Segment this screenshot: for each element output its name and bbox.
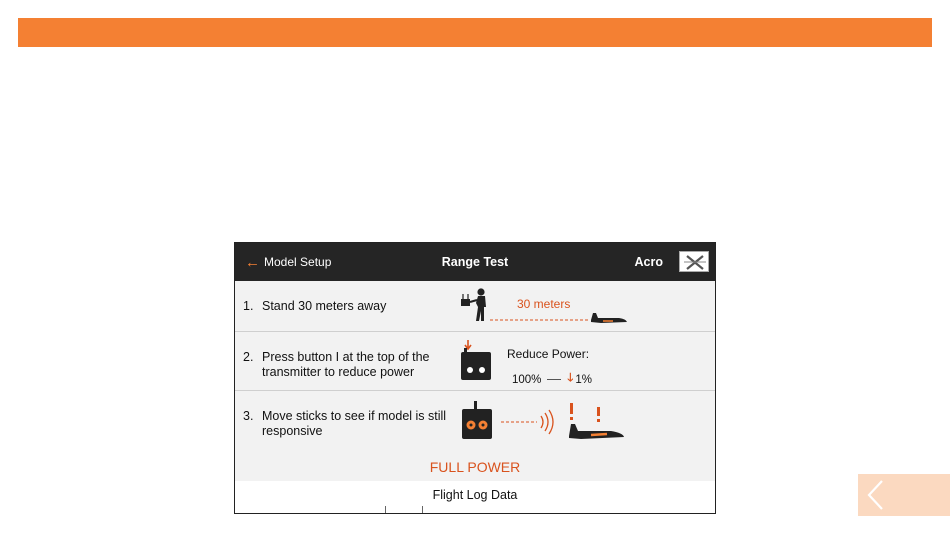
top-accent-bar (18, 18, 932, 47)
model-type: Acro (634, 255, 663, 269)
airplane-icon (589, 311, 629, 327)
flight-log-title: Flight Log Data (432, 488, 518, 502)
flight-log-panel[interactable] (235, 481, 715, 514)
alert-icon (568, 403, 576, 421)
back-label: Model Setup (264, 255, 332, 269)
power-change (512, 370, 592, 389)
divider (547, 379, 561, 380)
brand-logo-icon[interactable] (679, 251, 709, 272)
airplane-icon (567, 422, 625, 442)
log-column-divider (385, 506, 386, 514)
power-to: 1% (575, 373, 593, 386)
step-1: 1. Stand 30 meters away (243, 299, 387, 313)
step-2: 2. Press button I at the top of the transmitter to reduce power (243, 350, 430, 379)
transmitter-icon (460, 401, 494, 443)
power-from: 100% (512, 373, 542, 386)
screen-header (235, 243, 715, 281)
down-arrow-icon: 🡓 (567, 372, 574, 384)
step-row-2 (235, 332, 715, 391)
step-3: 3. Move sticks to see if model is still responsive (243, 409, 447, 438)
distance-line (490, 314, 590, 326)
power-status: FULL POWER (429, 459, 521, 475)
step-row-1 (235, 281, 715, 332)
previous-page-button[interactable] (858, 474, 950, 516)
log-column-divider (422, 506, 423, 514)
back-arrow-icon: ← (245, 253, 260, 271)
chevron-left-icon (866, 480, 886, 510)
person-with-transmitter-icon (459, 287, 493, 323)
page-title: Range Test (441, 255, 509, 269)
step-row-3 (235, 391, 715, 449)
distance-label: 30 meters (517, 297, 571, 311)
signal-waves-icon (501, 410, 561, 434)
transmitter-icon (459, 340, 493, 382)
transmitter-screen (234, 242, 716, 514)
reduce-power-label: Reduce Power: (507, 347, 590, 361)
